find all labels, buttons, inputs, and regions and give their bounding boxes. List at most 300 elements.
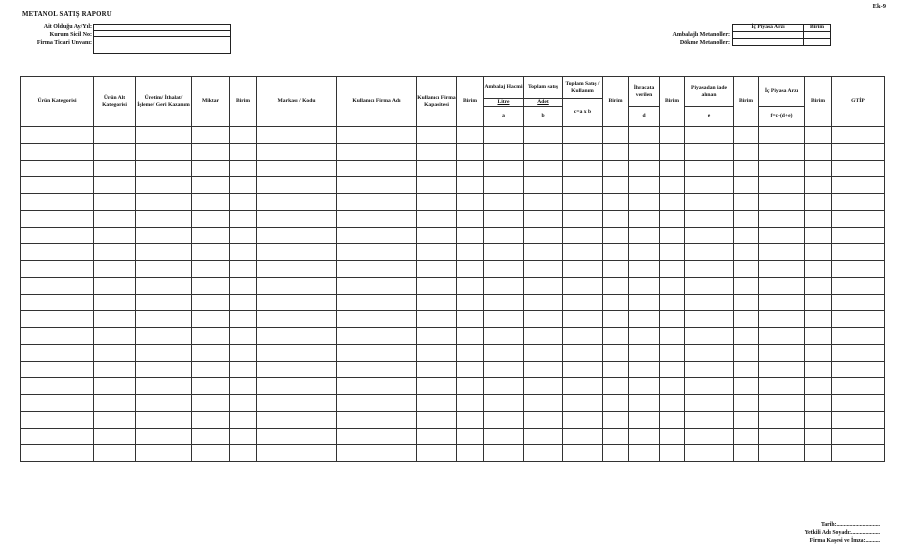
- table-cell[interactable]: [524, 210, 563, 227]
- table-cell[interactable]: [21, 428, 94, 445]
- table-cell[interactable]: [484, 378, 524, 395]
- table-cell[interactable]: [685, 378, 734, 395]
- table-cell[interactable]: [660, 227, 685, 244]
- table-cell[interactable]: [524, 428, 563, 445]
- table-cell[interactable]: [192, 244, 230, 261]
- table-cell[interactable]: [759, 344, 805, 361]
- table-cell[interactable]: [457, 194, 484, 211]
- table-cell[interactable]: [94, 428, 136, 445]
- table-cell[interactable]: [457, 361, 484, 378]
- table-cell[interactable]: [805, 344, 832, 361]
- table-cell[interactable]: [337, 361, 417, 378]
- table-cell[interactable]: [230, 395, 257, 412]
- table-cell[interactable]: [94, 445, 136, 462]
- table-cell[interactable]: [192, 311, 230, 328]
- table-cell[interactable]: [685, 127, 734, 144]
- table-cell[interactable]: [94, 244, 136, 261]
- table-cell[interactable]: [524, 294, 563, 311]
- table-cell[interactable]: [136, 328, 192, 345]
- table-cell[interactable]: [832, 277, 885, 294]
- table-cell[interactable]: [685, 361, 734, 378]
- table-cell[interactable]: [484, 344, 524, 361]
- table-cell[interactable]: [524, 378, 563, 395]
- table-cell[interactable]: [192, 378, 230, 395]
- table-cell[interactable]: [660, 361, 685, 378]
- table-cell[interactable]: [759, 261, 805, 278]
- table-cell[interactable]: [457, 244, 484, 261]
- table-cell[interactable]: [629, 294, 660, 311]
- table-cell[interactable]: [337, 244, 417, 261]
- table-cell[interactable]: [832, 328, 885, 345]
- table-cell[interactable]: [417, 428, 457, 445]
- table-cell[interactable]: [94, 395, 136, 412]
- table-cell[interactable]: [457, 395, 484, 412]
- table-cell[interactable]: [629, 177, 660, 194]
- table-cell[interactable]: [337, 294, 417, 311]
- table-cell[interactable]: [734, 210, 759, 227]
- table-cell[interactable]: [685, 328, 734, 345]
- table-cell[interactable]: [136, 194, 192, 211]
- table-cell[interactable]: [805, 294, 832, 311]
- table-cell[interactable]: [629, 261, 660, 278]
- table-cell[interactable]: [192, 361, 230, 378]
- table-cell[interactable]: [21, 294, 94, 311]
- table-cell[interactable]: [759, 194, 805, 211]
- table-cell[interactable]: [257, 244, 337, 261]
- table-cell[interactable]: [603, 177, 629, 194]
- table-cell[interactable]: [94, 177, 136, 194]
- table-cell[interactable]: [484, 160, 524, 177]
- table-cell[interactable]: [457, 411, 484, 428]
- table-cell[interactable]: [759, 361, 805, 378]
- table-cell[interactable]: [457, 294, 484, 311]
- table-cell[interactable]: [484, 261, 524, 278]
- bulk-unit-cell[interactable]: [804, 39, 831, 46]
- table-cell[interactable]: [660, 177, 685, 194]
- table-cell[interactable]: [257, 361, 337, 378]
- table-cell[interactable]: [94, 210, 136, 227]
- table-cell[interactable]: [524, 194, 563, 211]
- table-cell[interactable]: [230, 143, 257, 160]
- table-cell[interactable]: [629, 244, 660, 261]
- table-cell[interactable]: [563, 227, 603, 244]
- table-cell[interactable]: [603, 127, 629, 144]
- table-cell[interactable]: [629, 227, 660, 244]
- table-cell[interactable]: [603, 411, 629, 428]
- table-cell[interactable]: [603, 227, 629, 244]
- table-cell[interactable]: [524, 244, 563, 261]
- table-cell[interactable]: [417, 344, 457, 361]
- table-cell[interactable]: [524, 344, 563, 361]
- table-cell[interactable]: [337, 261, 417, 278]
- table-cell[interactable]: [759, 428, 805, 445]
- table-cell[interactable]: [832, 428, 885, 445]
- table-cell[interactable]: [457, 227, 484, 244]
- table-cell[interactable]: [524, 143, 563, 160]
- table-cell[interactable]: [192, 395, 230, 412]
- header-input-box[interactable]: [93, 24, 231, 54]
- table-cell[interactable]: [457, 277, 484, 294]
- table-cell[interactable]: [230, 411, 257, 428]
- table-cell[interactable]: [524, 361, 563, 378]
- table-cell[interactable]: [685, 294, 734, 311]
- table-cell[interactable]: [94, 378, 136, 395]
- table-cell[interactable]: [524, 395, 563, 412]
- table-cell[interactable]: [734, 261, 759, 278]
- table-cell[interactable]: [685, 428, 734, 445]
- table-cell[interactable]: [832, 177, 885, 194]
- table-cell[interactable]: [805, 378, 832, 395]
- table-cell[interactable]: [603, 244, 629, 261]
- table-cell[interactable]: [734, 344, 759, 361]
- table-cell[interactable]: [94, 261, 136, 278]
- table-cell[interactable]: [685, 244, 734, 261]
- table-cell[interactable]: [660, 395, 685, 412]
- table-cell[interactable]: [257, 395, 337, 412]
- table-cell[interactable]: [230, 361, 257, 378]
- table-cell[interactable]: [337, 227, 417, 244]
- table-cell[interactable]: [524, 261, 563, 278]
- table-cell[interactable]: [337, 160, 417, 177]
- table-cell[interactable]: [832, 261, 885, 278]
- table-cell[interactable]: [484, 328, 524, 345]
- table-cell[interactable]: [832, 227, 885, 244]
- table-cell[interactable]: [832, 411, 885, 428]
- table-cell[interactable]: [759, 244, 805, 261]
- table-cell[interactable]: [759, 411, 805, 428]
- table-cell[interactable]: [484, 294, 524, 311]
- table-cell[interactable]: [257, 210, 337, 227]
- table-cell[interactable]: [524, 311, 563, 328]
- table-cell[interactable]: [805, 395, 832, 412]
- table-cell[interactable]: [734, 277, 759, 294]
- table-cell[interactable]: [563, 277, 603, 294]
- table-cell[interactable]: [230, 328, 257, 345]
- table-cell[interactable]: [734, 143, 759, 160]
- table-cell[interactable]: [230, 277, 257, 294]
- table-cell[interactable]: [660, 445, 685, 462]
- table-cell[interactable]: [192, 177, 230, 194]
- table-cell[interactable]: [832, 344, 885, 361]
- table-cell[interactable]: [484, 445, 524, 462]
- table-cell[interactable]: [136, 277, 192, 294]
- table-cell[interactable]: [337, 210, 417, 227]
- table-cell[interactable]: [484, 311, 524, 328]
- table-cell[interactable]: [734, 311, 759, 328]
- table-cell[interactable]: [759, 277, 805, 294]
- table-cell[interactable]: [457, 311, 484, 328]
- table-cell[interactable]: [805, 160, 832, 177]
- table-cell[interactable]: [417, 395, 457, 412]
- table-cell[interactable]: [685, 395, 734, 412]
- table-cell[interactable]: [685, 194, 734, 211]
- table-cell[interactable]: [257, 311, 337, 328]
- table-cell[interactable]: [21, 244, 94, 261]
- table-cell[interactable]: [734, 127, 759, 144]
- table-cell[interactable]: [337, 328, 417, 345]
- table-cell[interactable]: [230, 127, 257, 144]
- table-cell[interactable]: [603, 143, 629, 160]
- table-cell[interactable]: [734, 361, 759, 378]
- table-cell[interactable]: [230, 445, 257, 462]
- table-cell[interactable]: [192, 160, 230, 177]
- table-cell[interactable]: [629, 428, 660, 445]
- table-cell[interactable]: [94, 127, 136, 144]
- table-cell[interactable]: [457, 328, 484, 345]
- table-cell[interactable]: [805, 143, 832, 160]
- table-cell[interactable]: [230, 428, 257, 445]
- table-cell[interactable]: [563, 127, 603, 144]
- table-cell[interactable]: [484, 411, 524, 428]
- table-cell[interactable]: [136, 411, 192, 428]
- table-cell[interactable]: [21, 277, 94, 294]
- table-cell[interactable]: [257, 127, 337, 144]
- table-cell[interactable]: [524, 277, 563, 294]
- table-cell[interactable]: [805, 411, 832, 428]
- table-cell[interactable]: [230, 177, 257, 194]
- table-cell[interactable]: [685, 445, 734, 462]
- table-cell[interactable]: [21, 361, 94, 378]
- table-cell[interactable]: [734, 160, 759, 177]
- table-cell[interactable]: [21, 261, 94, 278]
- table-cell[interactable]: [832, 311, 885, 328]
- table-cell[interactable]: [629, 361, 660, 378]
- table-cell[interactable]: [21, 378, 94, 395]
- table-cell[interactable]: [563, 361, 603, 378]
- table-cell[interactable]: [230, 344, 257, 361]
- table-cell[interactable]: [805, 210, 832, 227]
- table-cell[interactable]: [629, 277, 660, 294]
- table-cell[interactable]: [230, 244, 257, 261]
- table-cell[interactable]: [603, 428, 629, 445]
- table-cell[interactable]: [563, 261, 603, 278]
- table-cell[interactable]: [257, 160, 337, 177]
- table-cell[interactable]: [257, 378, 337, 395]
- table-cell[interactable]: [21, 177, 94, 194]
- table-cell[interactable]: [136, 445, 192, 462]
- table-cell[interactable]: [417, 311, 457, 328]
- table-cell[interactable]: [457, 127, 484, 144]
- table-cell[interactable]: [136, 143, 192, 160]
- table-cell[interactable]: [136, 311, 192, 328]
- table-cell[interactable]: [603, 277, 629, 294]
- company-name-field[interactable]: [94, 37, 230, 53]
- table-cell[interactable]: [805, 445, 832, 462]
- table-cell[interactable]: [563, 177, 603, 194]
- table-cell[interactable]: [660, 378, 685, 395]
- table-cell[interactable]: [417, 277, 457, 294]
- table-cell[interactable]: [832, 143, 885, 160]
- table-cell[interactable]: [230, 194, 257, 211]
- packaged-supply-cell[interactable]: [733, 32, 804, 39]
- table-cell[interactable]: [805, 261, 832, 278]
- table-cell[interactable]: [94, 411, 136, 428]
- table-cell[interactable]: [685, 261, 734, 278]
- table-cell[interactable]: [457, 428, 484, 445]
- table-cell[interactable]: [417, 361, 457, 378]
- table-cell[interactable]: [21, 395, 94, 412]
- table-cell[interactable]: [417, 160, 457, 177]
- table-cell[interactable]: [136, 378, 192, 395]
- table-cell[interactable]: [94, 311, 136, 328]
- table-cell[interactable]: [417, 210, 457, 227]
- table-cell[interactable]: [21, 194, 94, 211]
- table-cell[interactable]: [629, 344, 660, 361]
- table-cell[interactable]: [417, 194, 457, 211]
- table-cell[interactable]: [417, 445, 457, 462]
- table-cell[interactable]: [563, 378, 603, 395]
- table-cell[interactable]: [21, 160, 94, 177]
- table-cell[interactable]: [805, 328, 832, 345]
- table-cell[interactable]: [805, 277, 832, 294]
- table-cell[interactable]: [759, 143, 805, 160]
- table-cell[interactable]: [192, 227, 230, 244]
- table-cell[interactable]: [603, 160, 629, 177]
- table-cell[interactable]: [484, 227, 524, 244]
- table-cell[interactable]: [524, 177, 563, 194]
- table-cell[interactable]: [832, 361, 885, 378]
- table-cell[interactable]: [603, 194, 629, 211]
- table-cell[interactable]: [524, 445, 563, 462]
- bulk-supply-cell[interactable]: [733, 39, 804, 46]
- table-cell[interactable]: [629, 328, 660, 345]
- table-cell[interactable]: [685, 311, 734, 328]
- table-cell[interactable]: [660, 428, 685, 445]
- table-cell[interactable]: [629, 194, 660, 211]
- table-cell[interactable]: [660, 143, 685, 160]
- table-cell[interactable]: [417, 328, 457, 345]
- table-cell[interactable]: [759, 311, 805, 328]
- table-cell[interactable]: [660, 294, 685, 311]
- packaged-unit-cell[interactable]: [804, 32, 831, 39]
- table-cell[interactable]: [192, 194, 230, 211]
- table-cell[interactable]: [337, 395, 417, 412]
- table-cell[interactable]: [257, 411, 337, 428]
- table-cell[interactable]: [230, 378, 257, 395]
- table-cell[interactable]: [94, 344, 136, 361]
- table-cell[interactable]: [136, 261, 192, 278]
- table-cell[interactable]: [660, 311, 685, 328]
- table-cell[interactable]: [603, 261, 629, 278]
- table-cell[interactable]: [685, 277, 734, 294]
- table-cell[interactable]: [629, 210, 660, 227]
- table-cell[interactable]: [759, 160, 805, 177]
- table-cell[interactable]: [136, 160, 192, 177]
- table-cell[interactable]: [417, 127, 457, 144]
- table-cell[interactable]: [94, 277, 136, 294]
- table-cell[interactable]: [21, 127, 94, 144]
- table-cell[interactable]: [805, 177, 832, 194]
- table-cell[interactable]: [337, 277, 417, 294]
- table-cell[interactable]: [629, 378, 660, 395]
- table-cell[interactable]: [563, 143, 603, 160]
- table-cell[interactable]: [563, 428, 603, 445]
- table-cell[interactable]: [337, 411, 417, 428]
- table-cell[interactable]: [734, 244, 759, 261]
- table-cell[interactable]: [484, 177, 524, 194]
- table-cell[interactable]: [192, 294, 230, 311]
- table-cell[interactable]: [734, 294, 759, 311]
- table-cell[interactable]: [759, 177, 805, 194]
- table-cell[interactable]: [417, 411, 457, 428]
- table-cell[interactable]: [660, 244, 685, 261]
- table-cell[interactable]: [524, 411, 563, 428]
- table-cell[interactable]: [192, 411, 230, 428]
- table-cell[interactable]: [192, 328, 230, 345]
- table-cell[interactable]: [417, 177, 457, 194]
- table-cell[interactable]: [457, 378, 484, 395]
- table-cell[interactable]: [136, 244, 192, 261]
- table-cell[interactable]: [685, 160, 734, 177]
- table-cell[interactable]: [563, 395, 603, 412]
- table-cell[interactable]: [230, 227, 257, 244]
- table-cell[interactable]: [685, 177, 734, 194]
- table-cell[interactable]: [629, 445, 660, 462]
- table-cell[interactable]: [563, 244, 603, 261]
- table-cell[interactable]: [484, 361, 524, 378]
- table-cell[interactable]: [257, 428, 337, 445]
- table-cell[interactable]: [257, 328, 337, 345]
- table-cell[interactable]: [832, 194, 885, 211]
- table-cell[interactable]: [629, 143, 660, 160]
- table-cell[interactable]: [457, 143, 484, 160]
- table-cell[interactable]: [192, 261, 230, 278]
- table-cell[interactable]: [136, 428, 192, 445]
- table-cell[interactable]: [136, 361, 192, 378]
- table-cell[interactable]: [21, 445, 94, 462]
- table-cell[interactable]: [417, 378, 457, 395]
- table-cell[interactable]: [457, 445, 484, 462]
- table-cell[interactable]: [759, 395, 805, 412]
- table-cell[interactable]: [524, 227, 563, 244]
- table-cell[interactable]: [417, 143, 457, 160]
- table-cell[interactable]: [230, 210, 257, 227]
- table-cell[interactable]: [484, 277, 524, 294]
- table-cell[interactable]: [337, 445, 417, 462]
- table-cell[interactable]: [136, 177, 192, 194]
- table-cell[interactable]: [629, 127, 660, 144]
- table-cell[interactable]: [832, 294, 885, 311]
- table-cell[interactable]: [734, 328, 759, 345]
- table-cell[interactable]: [484, 143, 524, 160]
- table-cell[interactable]: [21, 411, 94, 428]
- table-cell[interactable]: [734, 227, 759, 244]
- table-cell[interactable]: [94, 361, 136, 378]
- table-cell[interactable]: [337, 194, 417, 211]
- table-cell[interactable]: [230, 160, 257, 177]
- table-cell[interactable]: [805, 194, 832, 211]
- table-cell[interactable]: [94, 143, 136, 160]
- table-cell[interactable]: [337, 177, 417, 194]
- table-cell[interactable]: [629, 395, 660, 412]
- table-cell[interactable]: [94, 227, 136, 244]
- table-cell[interactable]: [759, 328, 805, 345]
- table-cell[interactable]: [257, 344, 337, 361]
- table-cell[interactable]: [603, 328, 629, 345]
- table-cell[interactable]: [759, 227, 805, 244]
- table-cell[interactable]: [660, 277, 685, 294]
- table-cell[interactable]: [94, 194, 136, 211]
- table-cell[interactable]: [192, 344, 230, 361]
- table-cell[interactable]: [417, 227, 457, 244]
- table-cell[interactable]: [660, 160, 685, 177]
- table-cell[interactable]: [734, 395, 759, 412]
- table-cell[interactable]: [457, 160, 484, 177]
- table-cell[interactable]: [805, 127, 832, 144]
- table-cell[interactable]: [192, 277, 230, 294]
- table-cell[interactable]: [337, 344, 417, 361]
- table-cell[interactable]: [805, 361, 832, 378]
